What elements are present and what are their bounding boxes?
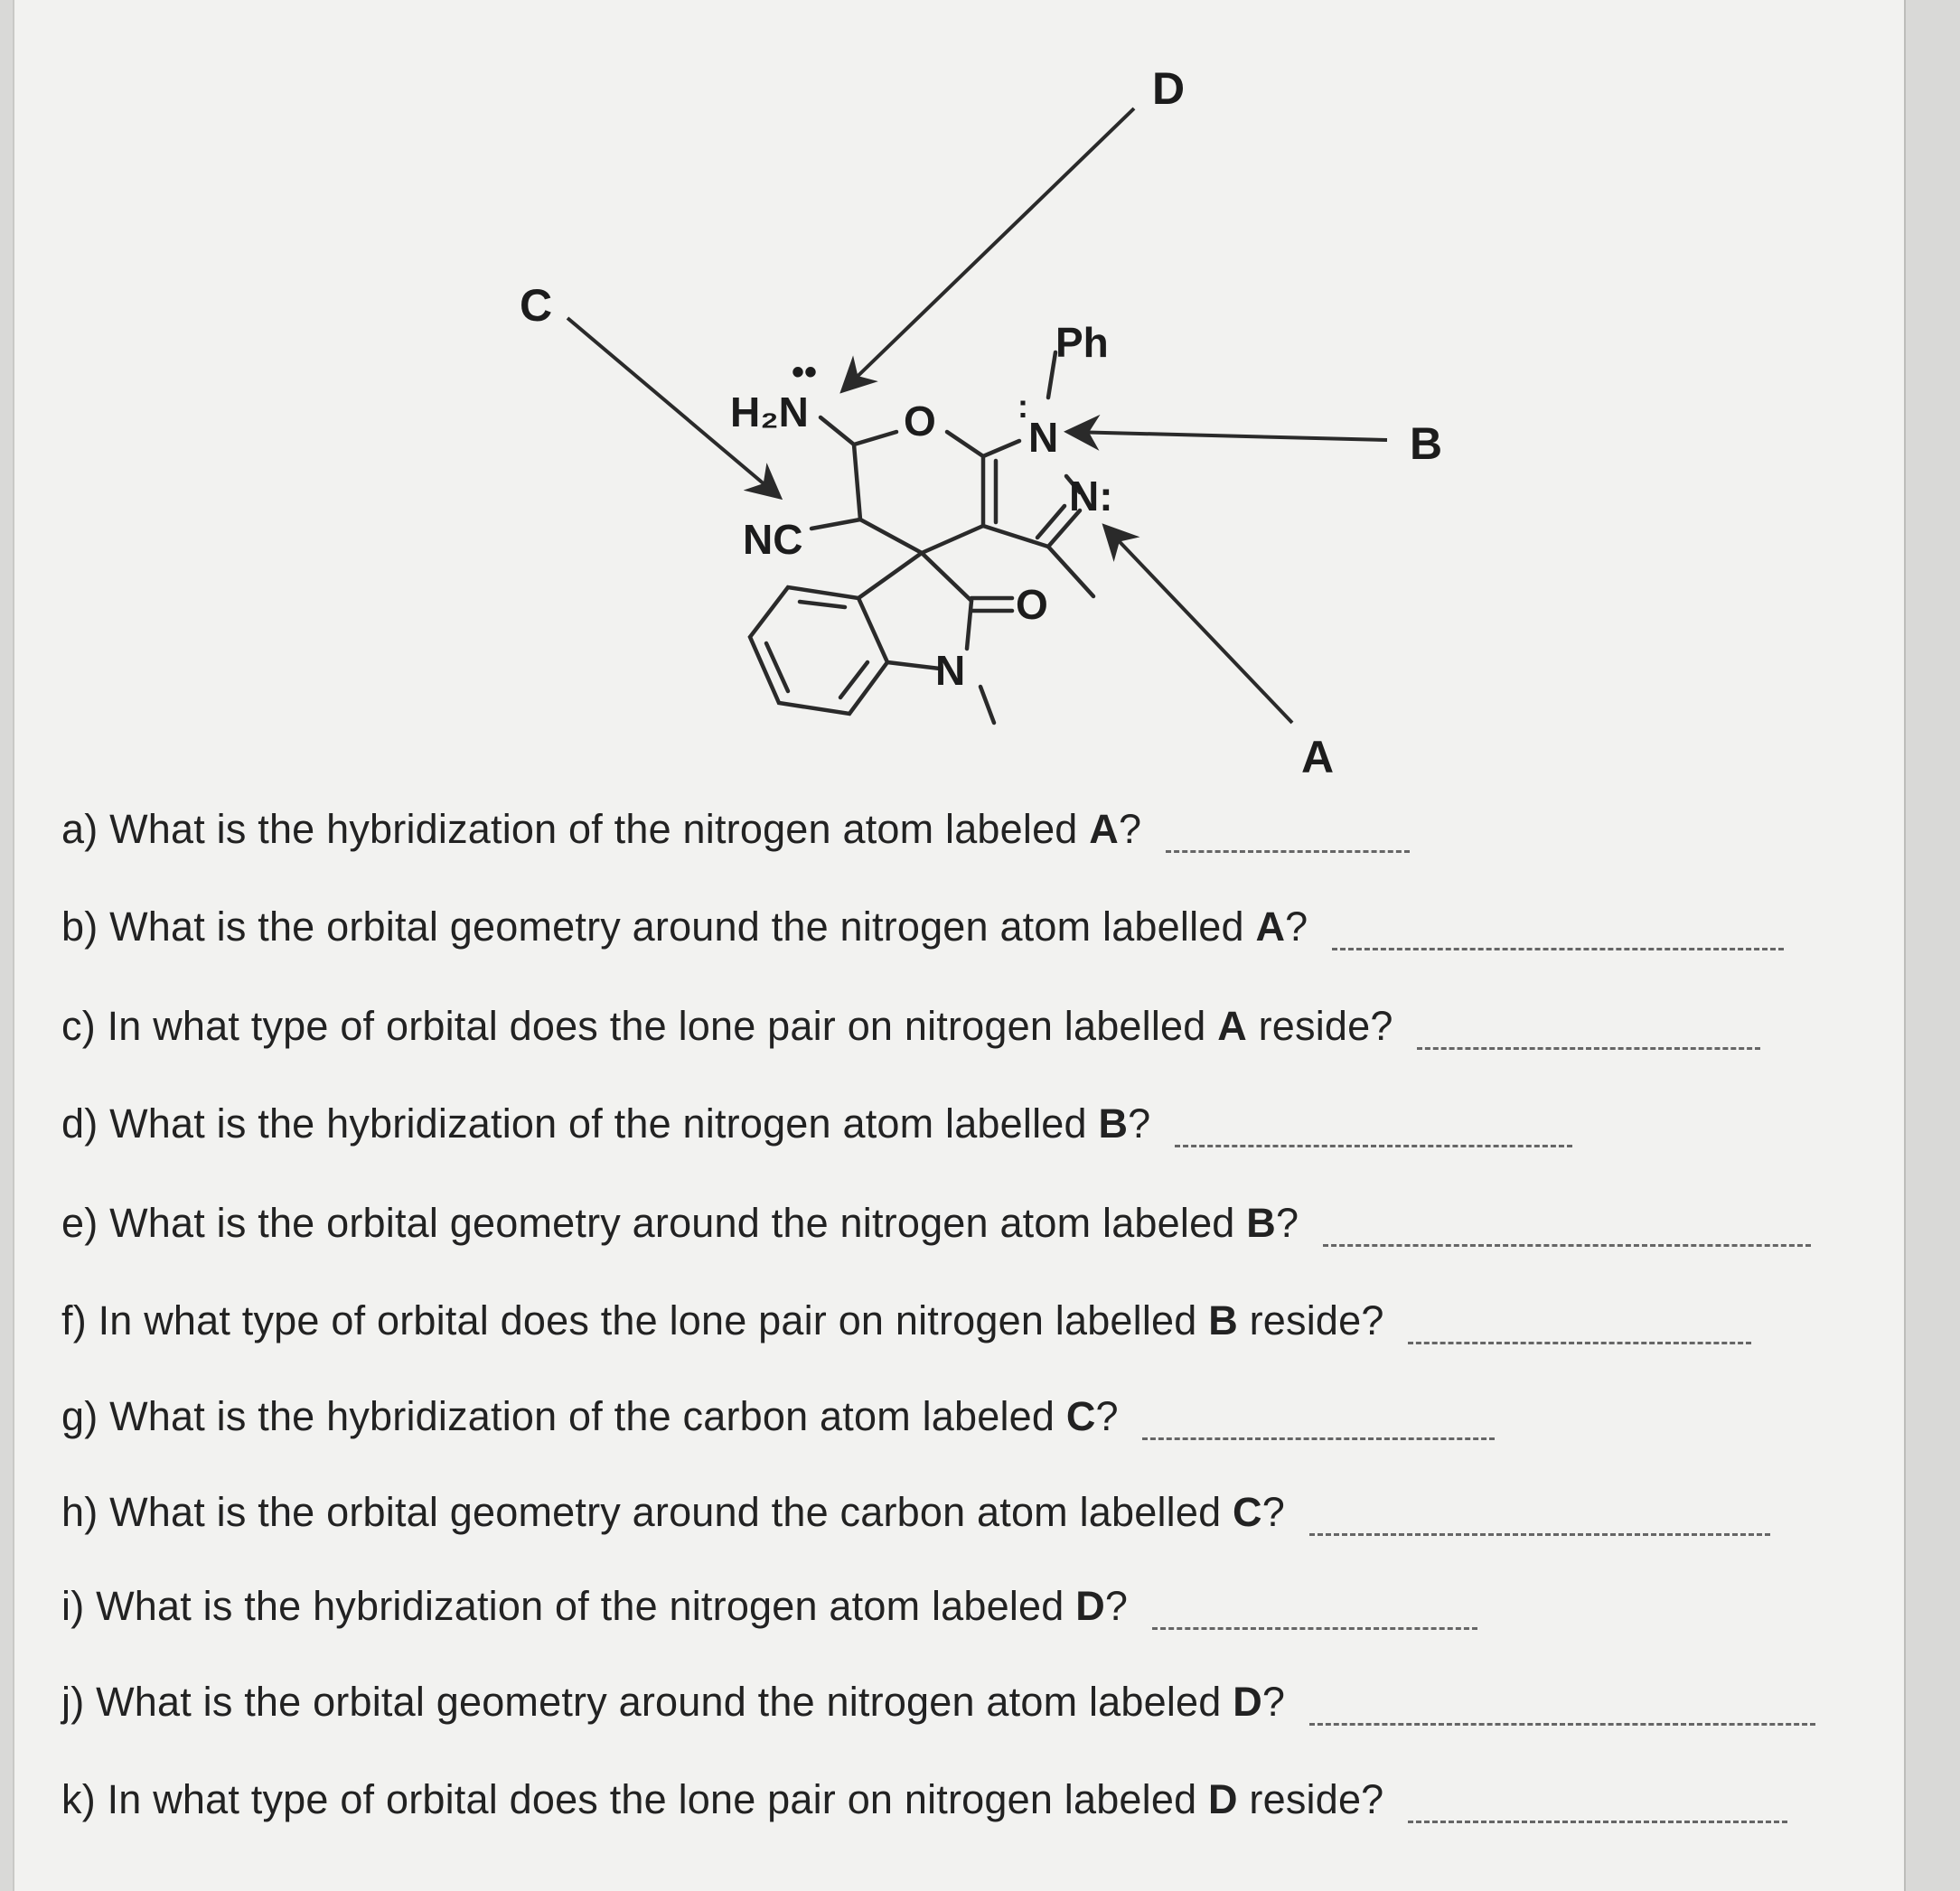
answer-blank-d[interactable] (1175, 1109, 1572, 1147)
question-h: h) What is the orbital geometry around the carbon atom labelled C? (61, 1489, 1770, 1536)
label-b: B (1410, 418, 1443, 469)
question-b: b) What is the orbital geometry around the nitrogen atom labelled A? (61, 903, 1784, 950)
answer-blank-c[interactable] (1417, 1011, 1760, 1050)
lone-pair-h2n: •• (792, 352, 818, 392)
answer-blank-i[interactable] (1152, 1591, 1477, 1630)
label-d: D (1152, 63, 1186, 114)
question-c: c) In what type of orbital does the lone pair on nitrogen labelled A reside? (61, 1003, 1760, 1050)
answer-blank-g[interactable] (1142, 1401, 1495, 1440)
atom-o-carbonyl: O (1016, 581, 1048, 628)
question-g: g) What is the hybridization of the carbon atom labeled C? (61, 1393, 1495, 1440)
arrow-b (1071, 432, 1387, 440)
answer-blank-b[interactable] (1332, 912, 1784, 950)
lone-pair-n-top: : (1018, 388, 1028, 425)
answer-blank-a[interactable] (1166, 814, 1410, 853)
question-f: f) In what type of orbital does the lone pair on nitrogen labelled B reside? (61, 1297, 1751, 1344)
label-c: C (520, 280, 553, 331)
atom-o-ring: O (904, 398, 936, 445)
atom-n-right: N: (1069, 473, 1113, 520)
atom-n-top: N (1028, 414, 1059, 461)
answer-blank-k[interactable] (1408, 1784, 1787, 1823)
answer-blank-e[interactable] (1323, 1208, 1811, 1247)
question-j: j) What is the orbital geometry around the nitrogen atom labeled D? (61, 1679, 1815, 1726)
label-a: A (1301, 732, 1335, 782)
question-i: i) What is the hybridization of the nitrogen atom labeled D? (61, 1583, 1477, 1630)
atom-n-bottom: N (935, 647, 966, 694)
answer-blank-f[interactable] (1408, 1306, 1751, 1344)
question-e: e) What is the orbital geometry around the nitrogen atom labeled B? (61, 1200, 1811, 1247)
answer-blank-h[interactable] (1309, 1497, 1770, 1536)
atom-h2n: H₂N (730, 388, 809, 435)
arrow-a (1107, 529, 1292, 723)
molecule-diagram (0, 0, 1960, 813)
question-d: d) What is the hybridization of the nitrogen atom labelled B? (61, 1100, 1572, 1147)
atom-nc: NC (743, 516, 803, 563)
question-k: k) In what type of orbital does the lone pair on nitrogen labeled D reside? (61, 1776, 1787, 1823)
answer-blank-j[interactable] (1309, 1687, 1815, 1726)
question-a: a) What is the hybridization of the nitrogen atom labeled A? (61, 806, 1410, 853)
atom-ph: Ph (1055, 319, 1109, 366)
